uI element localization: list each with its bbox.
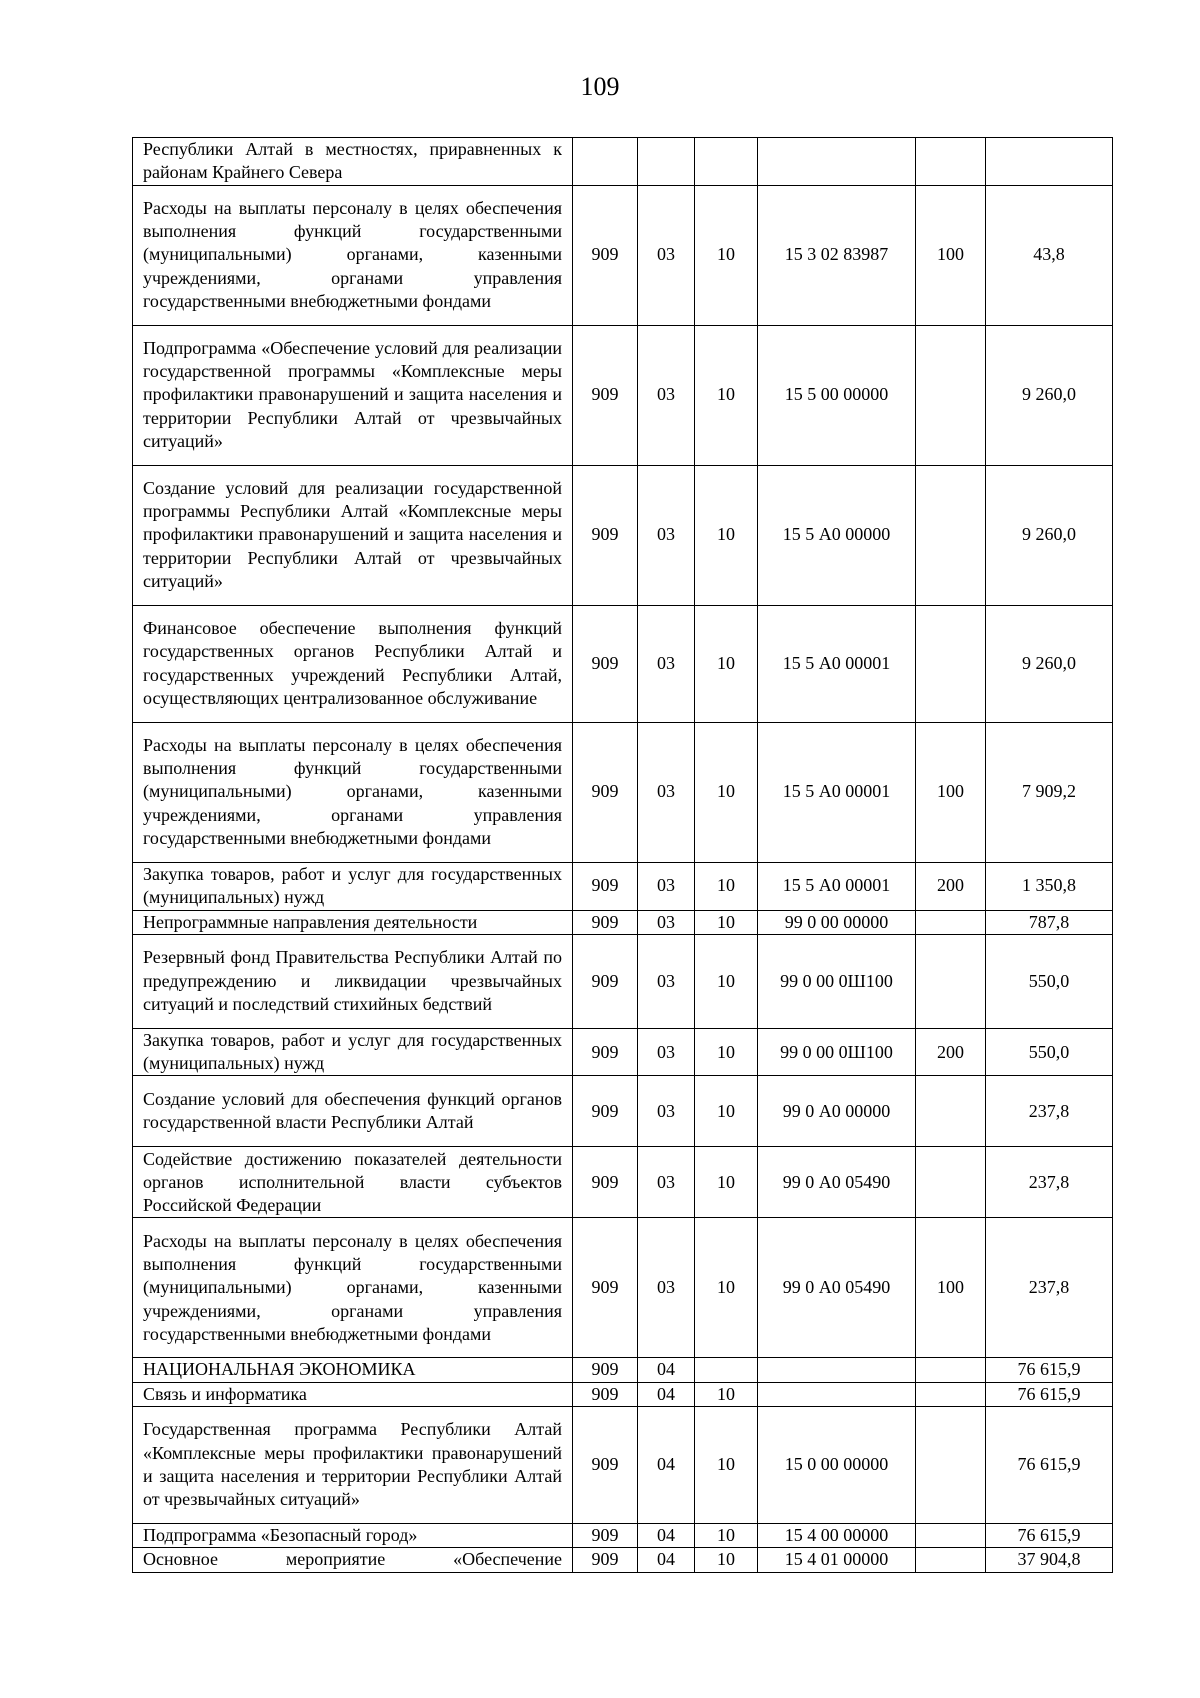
subsection-code: 10 bbox=[695, 722, 758, 862]
expense-type-code bbox=[916, 1407, 986, 1524]
ministry-code: 909 bbox=[573, 1382, 638, 1406]
table-row bbox=[133, 1218, 1113, 1358]
row-name: Государственная программа Республики Алтай «Комплексные меры профилактики правонарушений и защита населения и территории Республики Алтай от чрезвычайных ситуаций» bbox=[133, 1407, 573, 1524]
row-name: Закупка товаров, работ и услуг для государственных (муниципальных) нужд bbox=[133, 1028, 573, 1076]
amount: 76 615,9 bbox=[986, 1524, 1113, 1548]
table-row bbox=[133, 325, 1113, 465]
ministry-code: 909 bbox=[573, 325, 638, 465]
expense-type-code bbox=[916, 1548, 986, 1572]
expense-type-code bbox=[916, 138, 986, 186]
amount: 237,8 bbox=[986, 1076, 1113, 1147]
expense-type-code bbox=[916, 605, 986, 722]
table-row bbox=[133, 138, 1113, 186]
amount: 43,8 bbox=[986, 185, 1113, 325]
section-code: 04 bbox=[638, 1382, 695, 1406]
expense-type-code: 100 bbox=[916, 185, 986, 325]
ministry-code: 909 bbox=[573, 1358, 638, 1382]
row-name: Создание условий для реализации государственной программы Республики Алтай «Комплексные меры профилактики правонарушений и защита населения и территории Республики Алтай от чрезвычайных ситуаций» bbox=[133, 465, 573, 605]
section-code: 03 bbox=[638, 722, 695, 862]
target-code: 99 0 А0 05490 bbox=[758, 1218, 916, 1358]
amount: 787,8 bbox=[986, 910, 1113, 934]
section-code: 04 bbox=[638, 1358, 695, 1382]
amount: 76 615,9 bbox=[986, 1358, 1113, 1382]
target-code: 99 0 00 0Ш100 bbox=[758, 934, 916, 1028]
section-code: 03 bbox=[638, 934, 695, 1028]
expense-type-code: 200 bbox=[916, 862, 986, 910]
row-name: Закупка товаров, работ и услуг для государственных (муниципальных) нужд bbox=[133, 862, 573, 910]
section-code: 03 bbox=[638, 465, 695, 605]
target-code bbox=[758, 1382, 916, 1406]
section-code: 03 bbox=[638, 325, 695, 465]
table-row bbox=[133, 1076, 1113, 1147]
ministry-code: 909 bbox=[573, 605, 638, 722]
ministry-code: 909 bbox=[573, 1076, 638, 1147]
expense-type-code bbox=[916, 1147, 986, 1218]
table-row bbox=[133, 1028, 1113, 1076]
expense-type-code bbox=[916, 1382, 986, 1406]
section-code: 03 bbox=[638, 605, 695, 722]
amount: 9 260,0 bbox=[986, 605, 1113, 722]
row-name: Резервный фонд Правительства Республики Алтай по предупреждению и ликвидации чрезвычайных ситуаций и последствий стихийных бедствий bbox=[133, 934, 573, 1028]
target-code: 99 0 00 0Ш100 bbox=[758, 1028, 916, 1076]
row-name: Непрограммные направления деятельности bbox=[133, 910, 573, 934]
expense-type-code: 100 bbox=[916, 722, 986, 862]
ministry-code: 909 bbox=[573, 934, 638, 1028]
table-row bbox=[133, 722, 1113, 862]
row-name: Подпрограмма «Безопасный город» bbox=[133, 1524, 573, 1548]
row-name: Финансовое обеспечение выполнения функций государственных органов Республики Алтай и государственных учреждений Республики Алтай, осуществляющих централизованное обслуживание bbox=[133, 605, 573, 722]
ministry-code: 909 bbox=[573, 465, 638, 605]
ministry-code: 909 bbox=[573, 1407, 638, 1524]
row-name: Расходы на выплаты персоналу в целях обеспечения выполнения функций государственными (муниципальными) органами, казенными учреждениями, органами управления государственными внебюджетными фондами bbox=[133, 1218, 573, 1358]
table-row bbox=[133, 1548, 1113, 1572]
row-name: Связь и информатика bbox=[133, 1382, 573, 1406]
table-row bbox=[133, 185, 1113, 325]
amount: 9 260,0 bbox=[986, 325, 1113, 465]
table-row bbox=[133, 465, 1113, 605]
ministry-code: 909 bbox=[573, 185, 638, 325]
row-name: Содействие достижению показателей деятельности органов исполнительной власти субъектов Российской Федерации bbox=[133, 1147, 573, 1218]
subsection-code: 10 bbox=[695, 862, 758, 910]
expense-type-code bbox=[916, 1076, 986, 1147]
target-code: 15 0 00 00000 bbox=[758, 1407, 916, 1524]
expense-type-code: 200 bbox=[916, 1028, 986, 1076]
subsection-code bbox=[695, 138, 758, 186]
subsection-code: 10 bbox=[695, 325, 758, 465]
target-code: 15 5 А0 00001 bbox=[758, 862, 916, 910]
row-name: Республики Алтай в местностях, приравненных к районам Крайнего Севера bbox=[133, 138, 573, 186]
target-code: 99 0 А0 00000 bbox=[758, 1076, 916, 1147]
page-number: 109 bbox=[580, 72, 620, 101]
target-code bbox=[758, 1358, 916, 1382]
row-name: Расходы на выплаты персоналу в целях обеспечения выполнения функций государственными (муниципальными) органами, казенными учреждениями, органами управления государственными внебюджетными фондами bbox=[133, 185, 573, 325]
subsection-code: 10 bbox=[695, 185, 758, 325]
subsection-code: 10 bbox=[695, 1028, 758, 1076]
section-code: 03 bbox=[638, 1028, 695, 1076]
subsection-code: 10 bbox=[695, 605, 758, 722]
amount: 7 909,2 bbox=[986, 722, 1113, 862]
table-row bbox=[133, 605, 1113, 722]
budget-table bbox=[132, 137, 1113, 1573]
row-name: НАЦИОНАЛЬНАЯ ЭКОНОМИКА bbox=[133, 1358, 573, 1382]
row-name: Создание условий для обеспечения функций органов государственной власти Республики Алтай bbox=[133, 1076, 573, 1147]
table-row bbox=[133, 1524, 1113, 1548]
amount: 1 350,8 bbox=[986, 862, 1113, 910]
amount: 550,0 bbox=[986, 1028, 1113, 1076]
amount: 237,8 bbox=[986, 1147, 1113, 1218]
ministry-code: 909 bbox=[573, 1524, 638, 1548]
subsection-code: 10 bbox=[695, 1076, 758, 1147]
amount bbox=[986, 138, 1113, 186]
subsection-code bbox=[695, 1358, 758, 1382]
target-code: 15 5 00 00000 bbox=[758, 325, 916, 465]
target-code: 99 0 А0 05490 bbox=[758, 1147, 916, 1218]
table-row bbox=[133, 1382, 1113, 1406]
ministry-code: 909 bbox=[573, 1218, 638, 1358]
ministry-code: 909 bbox=[573, 1548, 638, 1572]
ministry-code bbox=[573, 138, 638, 186]
subsection-code: 10 bbox=[695, 910, 758, 934]
target-code: 15 5 А0 00000 bbox=[758, 465, 916, 605]
amount: 237,8 bbox=[986, 1218, 1113, 1358]
amount: 76 615,9 bbox=[986, 1407, 1113, 1524]
target-code: 15 5 А0 00001 bbox=[758, 605, 916, 722]
subsection-code: 10 bbox=[695, 465, 758, 605]
subsection-code: 10 bbox=[695, 1548, 758, 1572]
expense-type-code bbox=[916, 910, 986, 934]
target-code: 15 4 00 00000 bbox=[758, 1524, 916, 1548]
expense-type-code bbox=[916, 1358, 986, 1382]
amount: 37 904,8 bbox=[986, 1548, 1113, 1572]
target-code: 15 3 02 83987 bbox=[758, 185, 916, 325]
ministry-code: 909 bbox=[573, 1147, 638, 1218]
section-code bbox=[638, 138, 695, 186]
ministry-code: 909 bbox=[573, 862, 638, 910]
expense-type-code bbox=[916, 934, 986, 1028]
subsection-code: 10 bbox=[695, 1382, 758, 1406]
expense-type-code: 100 bbox=[916, 1218, 986, 1358]
amount: 9 260,0 bbox=[986, 465, 1113, 605]
table-row bbox=[133, 1407, 1113, 1524]
row-name: Подпрограмма «Обеспечение условий для реализации государственной программы «Комплексные меры профилактики правонарушений и защита населения и территории Республики Алтай от чрезвычайных ситуаций» bbox=[133, 325, 573, 465]
amount: 76 615,9 bbox=[986, 1382, 1113, 1406]
ministry-code: 909 bbox=[573, 910, 638, 934]
section-code: 03 bbox=[638, 862, 695, 910]
row-name: Расходы на выплаты персоналу в целях обеспечения выполнения функций государственными (муниципальными) органами, казенными учреждениями, органами управления государственными внебюджетными фондами bbox=[133, 722, 573, 862]
ministry-code: 909 bbox=[573, 1028, 638, 1076]
target-code bbox=[758, 138, 916, 186]
section-code: 04 bbox=[638, 1548, 695, 1572]
section-code: 03 bbox=[638, 185, 695, 325]
subsection-code: 10 bbox=[695, 1524, 758, 1548]
section-code: 03 bbox=[638, 1218, 695, 1358]
section-code: 03 bbox=[638, 1147, 695, 1218]
table-row bbox=[133, 910, 1113, 934]
amount: 550,0 bbox=[986, 934, 1113, 1028]
target-code: 15 5 А0 00001 bbox=[758, 722, 916, 862]
subsection-code: 10 bbox=[695, 934, 758, 1028]
table-row bbox=[133, 862, 1113, 910]
target-code: 99 0 00 00000 bbox=[758, 910, 916, 934]
ministry-code: 909 bbox=[573, 722, 638, 862]
expense-type-code bbox=[916, 465, 986, 605]
section-code: 04 bbox=[638, 1407, 695, 1524]
table-row bbox=[133, 1358, 1113, 1382]
table-row bbox=[133, 1147, 1113, 1218]
section-code: 03 bbox=[638, 1076, 695, 1147]
row-name: Основное мероприятие «Обеспечение bbox=[133, 1548, 573, 1572]
subsection-code: 10 bbox=[695, 1147, 758, 1218]
expense-type-code bbox=[916, 325, 986, 465]
subsection-code: 10 bbox=[695, 1407, 758, 1524]
expense-type-code bbox=[916, 1524, 986, 1548]
subsection-code: 10 bbox=[695, 1218, 758, 1358]
target-code: 15 4 01 00000 bbox=[758, 1548, 916, 1572]
table-row bbox=[133, 934, 1113, 1028]
section-code: 03 bbox=[638, 910, 695, 934]
section-code: 04 bbox=[638, 1524, 695, 1548]
